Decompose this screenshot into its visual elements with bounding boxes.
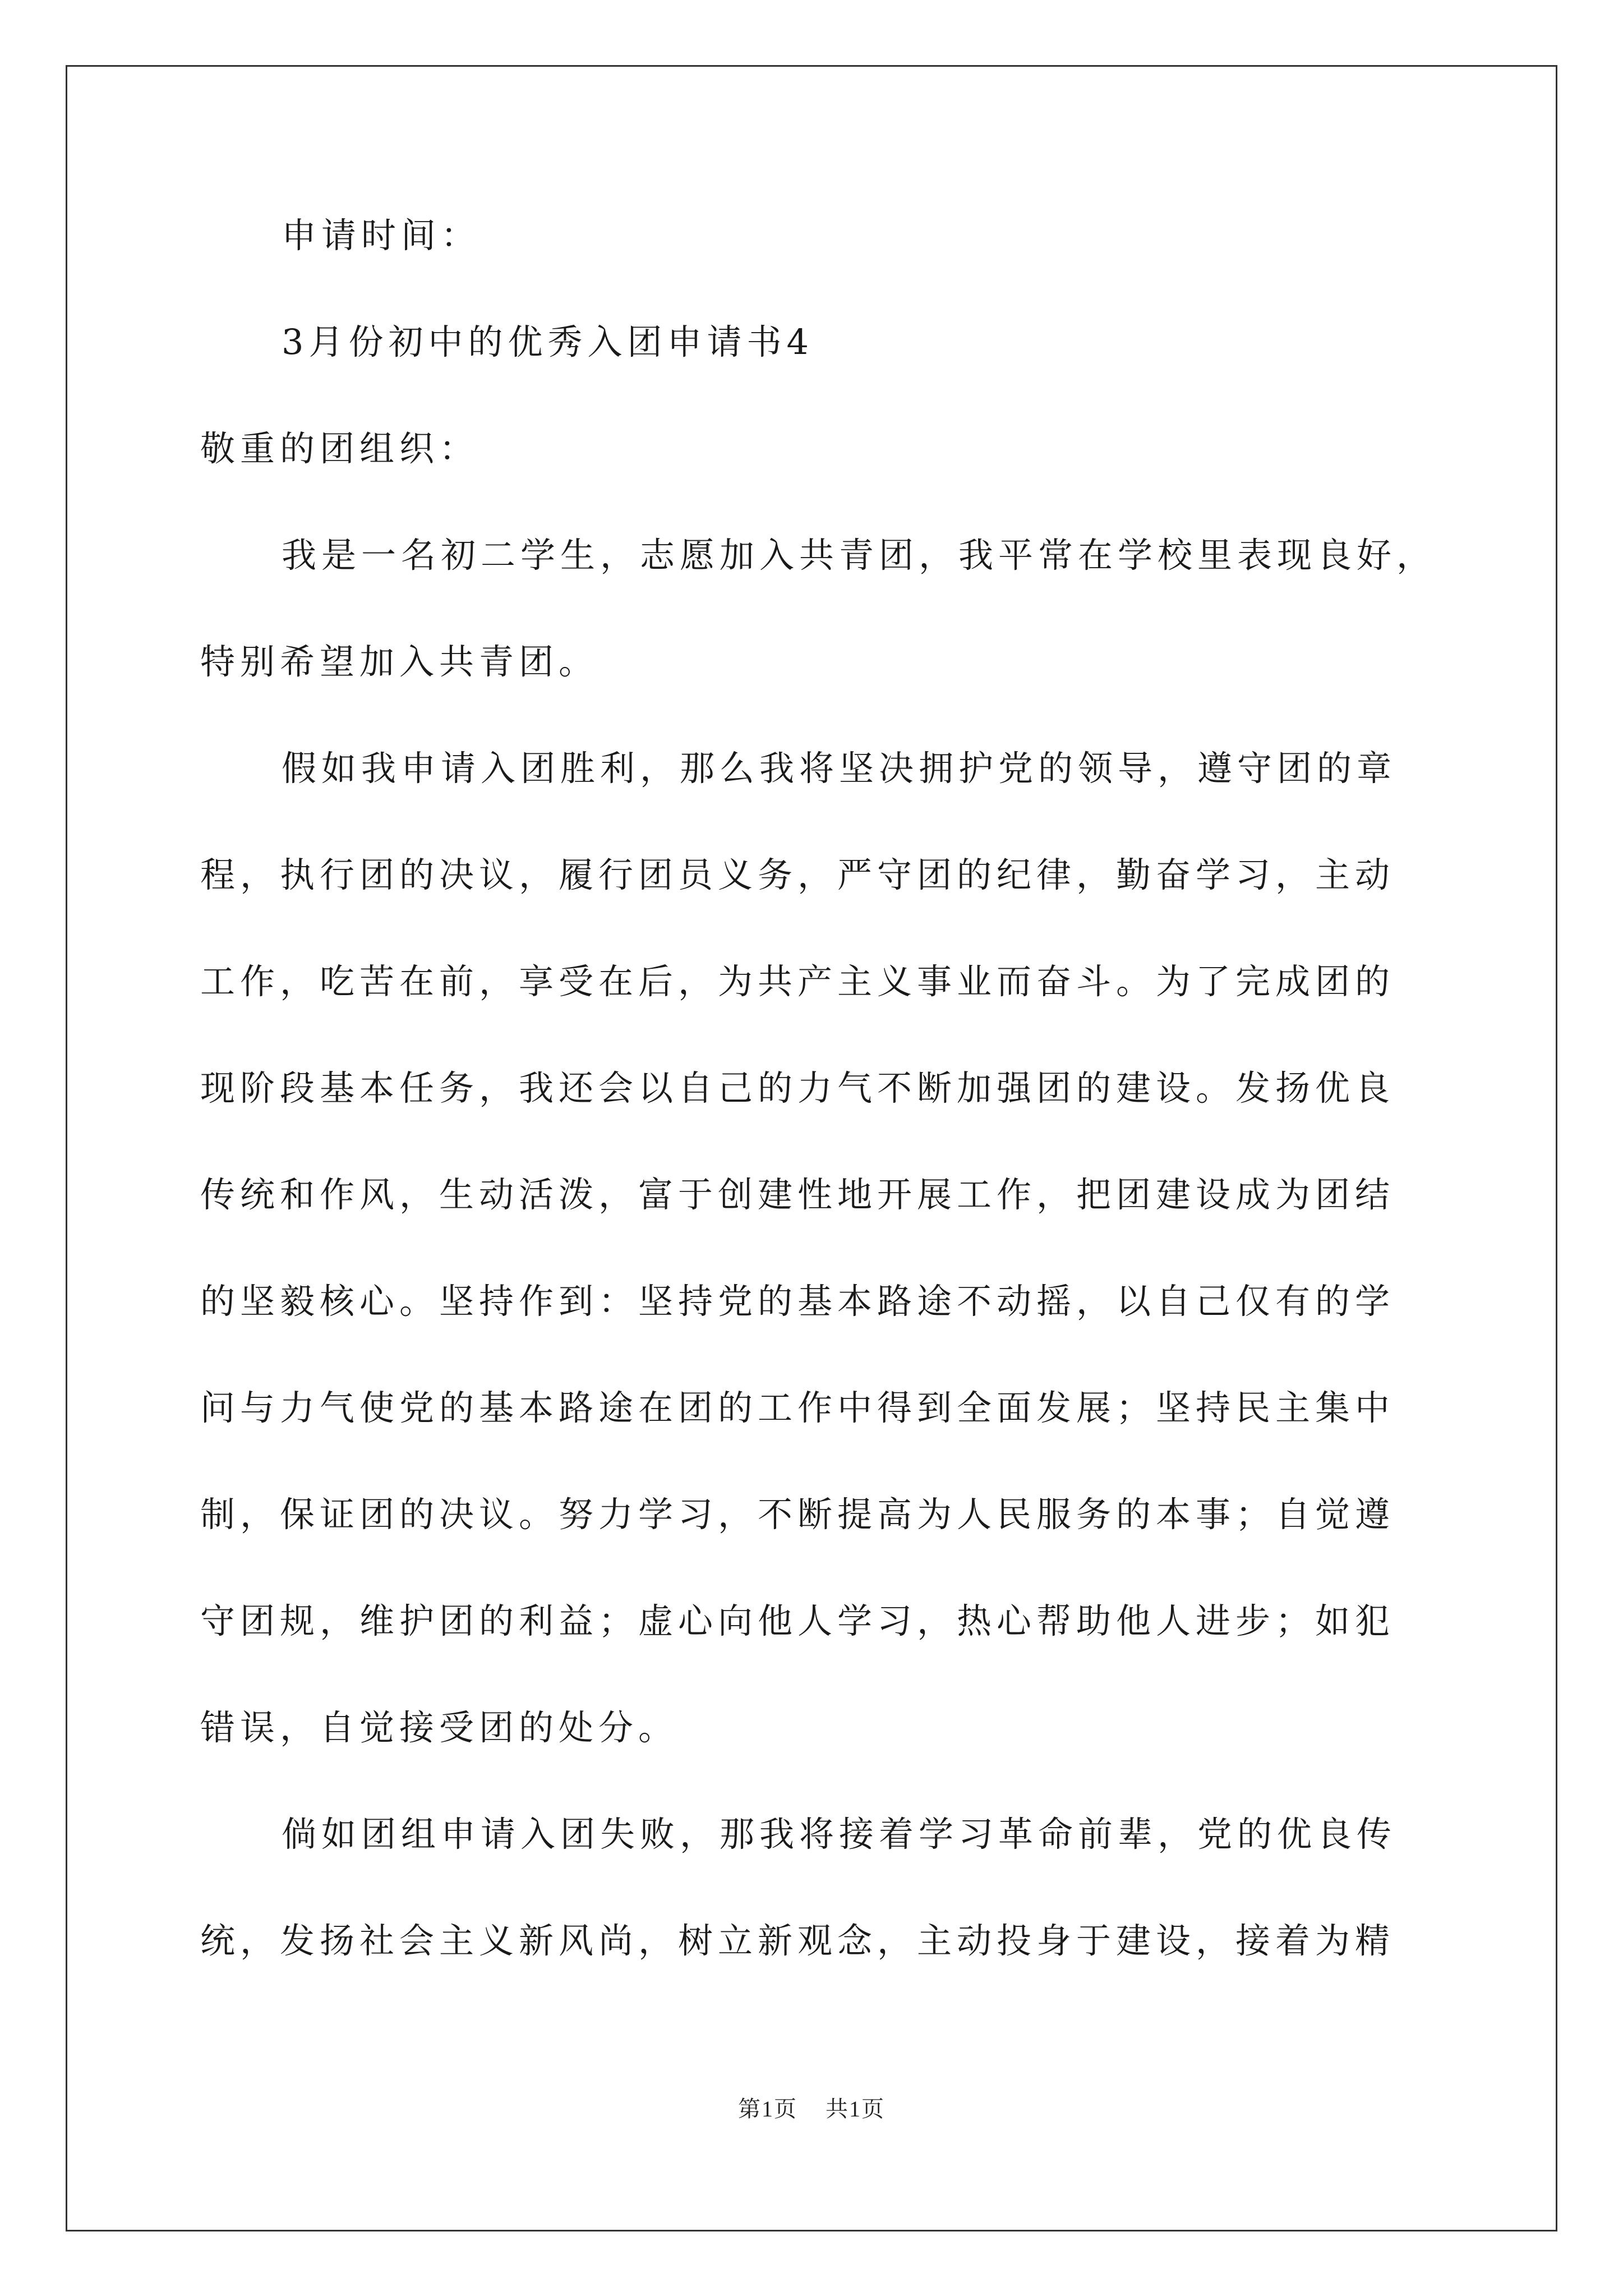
section-title: 3月份初中的优秀入团申请书4 [282, 321, 814, 362]
paragraph-3-line-1: 倘如团组申请入团失败，那我将接着学习革命前辈，党的优良传 [282, 1814, 1397, 1855]
paragraph-2-line-3: 工作，吃苦在前，享受在后，为共产主义事业而奋斗。为了完成团的 [200, 961, 1395, 1002]
page-number-total: 共1页 [826, 2096, 885, 2122]
paragraph-2-line-8: 制，保证团的决议。努力学习，不断提高为人民服务的本事；自觉遵 [200, 1494, 1395, 1535]
paragraph-2-line-7: 问与力气使党的基本路途在团的工作中得到全面发展；坚持民主集中 [200, 1387, 1395, 1428]
paragraph-1-line-1: 我是一名初二学生，志愿加入共青团，我平常在学校里表现良好， [282, 535, 1437, 576]
paragraph-2-line-4: 现阶段基本任务，我还会以自己的力气不断加强团的建设。发扬优良 [200, 1068, 1395, 1108]
paragraph-1-line-2: 特别希望加入共青团。 [200, 641, 599, 682]
paragraph-2-line-2: 程，执行团的决议，履行团员义务，严守团的纪律，勤奋学习，主动 [200, 854, 1395, 895]
paragraph-2-line-5: 传统和作风，生动活泼，富于创建性地开展工作，把团建设成为团结 [200, 1174, 1395, 1215]
paragraph-3-line-2: 统，发扬社会主义新风尚，树立新观念，主动投身于建设，接着为精 [200, 1920, 1395, 1961]
application-time-line: 申请时间： [282, 215, 481, 256]
page-number-current: 第1页 [738, 2096, 797, 2122]
paragraph-2-line-10: 错误，自觉接受团的处分。 [200, 1707, 679, 1748]
page-border [66, 65, 1557, 2231]
salutation: 敬重的团组织： [200, 428, 479, 469]
paragraph-2-line-6: 的坚毅核心。坚持作到：坚持党的基本路途不动摇，以自己仅有的学 [200, 1281, 1395, 1322]
paragraph-2-line-9: 守团规，维护团的利益；虚心向他人学习，热心帮助他人进步；如犯 [200, 1600, 1395, 1641]
page-footer [0, 2091, 1623, 2123]
paragraph-2-line-1: 假如我申请入团胜利，那么我将坚决拥护党的领导，遵守团的章 [282, 748, 1397, 789]
